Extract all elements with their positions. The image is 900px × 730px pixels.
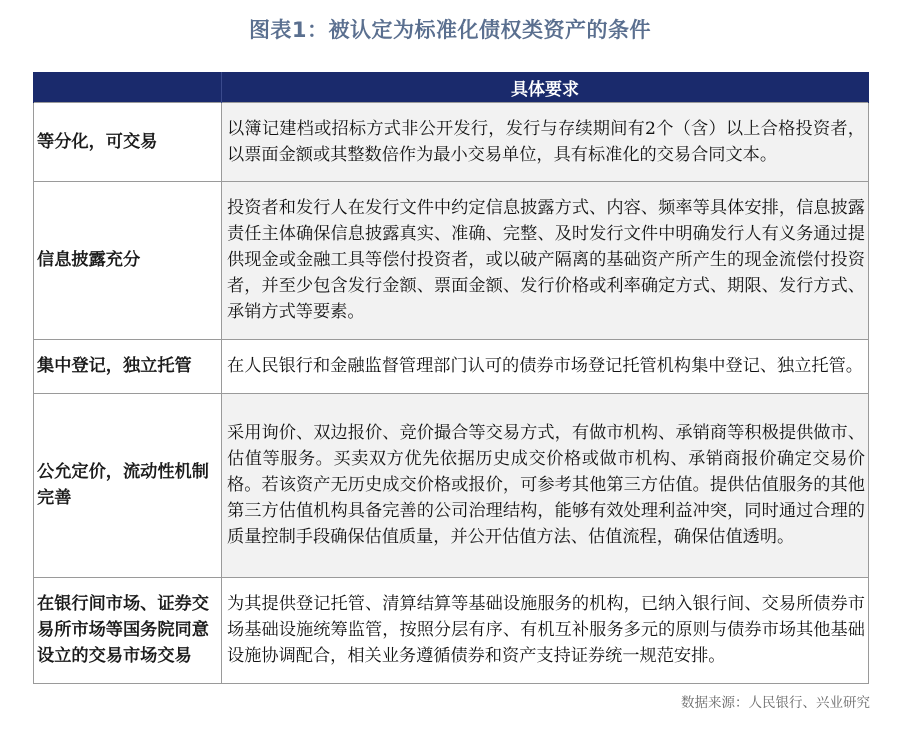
table-row: [34, 578, 869, 684]
requirement-cell: 采用询价、双边报价、竞价撮合等交易方式，有做市机构、承销商等积极提供做市、估值等服务。买卖双方优先依据历史成交价格或做市机构、承销商报价确定交易价格。若该资产无历史成交价格或报价，可参考其他第三方估值。提供估值服务的其他第三方估值机构具备完善的公司治理结构，能够有效处理利益冲突，同时通过合理的质量控制手段确保估值质量，并公开估值方法、估值流程，确保估值透明。: [222, 394, 869, 578]
condition-cell: 集中登记，独立托管: [34, 340, 222, 394]
page-title: 图表1：被认定为标准化债权类资产的条件: [248, 18, 652, 42]
condition-cell: 等分化，可交易: [34, 103, 222, 182]
table-row: [34, 340, 869, 394]
requirement-cell: 在人民银行和金融监督管理部门认可的债券市场登记托管机构集中登记、独立托管。: [222, 340, 869, 394]
requirements-table: [33, 72, 869, 684]
requirement-cell: 投资者和发行人在发行文件中约定信息披露方式、内容、频率等具体安排，信息披露责任主体确保信息披露真实、准确、完整、及时发行文件中明确发行人有义务通过提供现金或金融工具等偿付投资者，或以破产隔离的基础资产所产生的现金流偿付投资者，并至少包含发行金额、票面金额、发行价格或利率确定方式、期限、发行方式、承销方式等要素。: [222, 182, 869, 340]
requirement-cell: 以簿记建档或招标方式非公开发行，发行与存续期间有2个（含）以上合格投资者，以票面金额或其整数倍作为最小交易单位，具有标准化的交易合同文本。: [222, 103, 869, 182]
condition-cell: 信息披露充分: [34, 182, 222, 340]
condition-cell: 在银行间市场、证券交易所市场等国务院同意设立的交易市场交易: [34, 578, 222, 684]
requirement-cell: 为其提供登记托管、清算结算等基础设施服务的机构，已纳入银行间、交易所债券市场基础设施统筹监管，按照分层有序、有机互补服务多元的原则与债券市场其他基础设施协调配合，相关业务遵循债券和资产支持证券统一规范安排。: [222, 578, 869, 684]
data-source-note: 数据来源：人民银行、兴业研究: [681, 695, 870, 711]
table-row: [34, 394, 869, 578]
header-cell-condition: [34, 72, 222, 103]
table-header-row: [34, 72, 869, 103]
table-row: [34, 182, 869, 340]
condition-cell: 公允定价，流动性机制完善: [34, 394, 222, 578]
header-cell-requirement: 具体要求: [222, 72, 869, 103]
table-row: [34, 103, 869, 182]
